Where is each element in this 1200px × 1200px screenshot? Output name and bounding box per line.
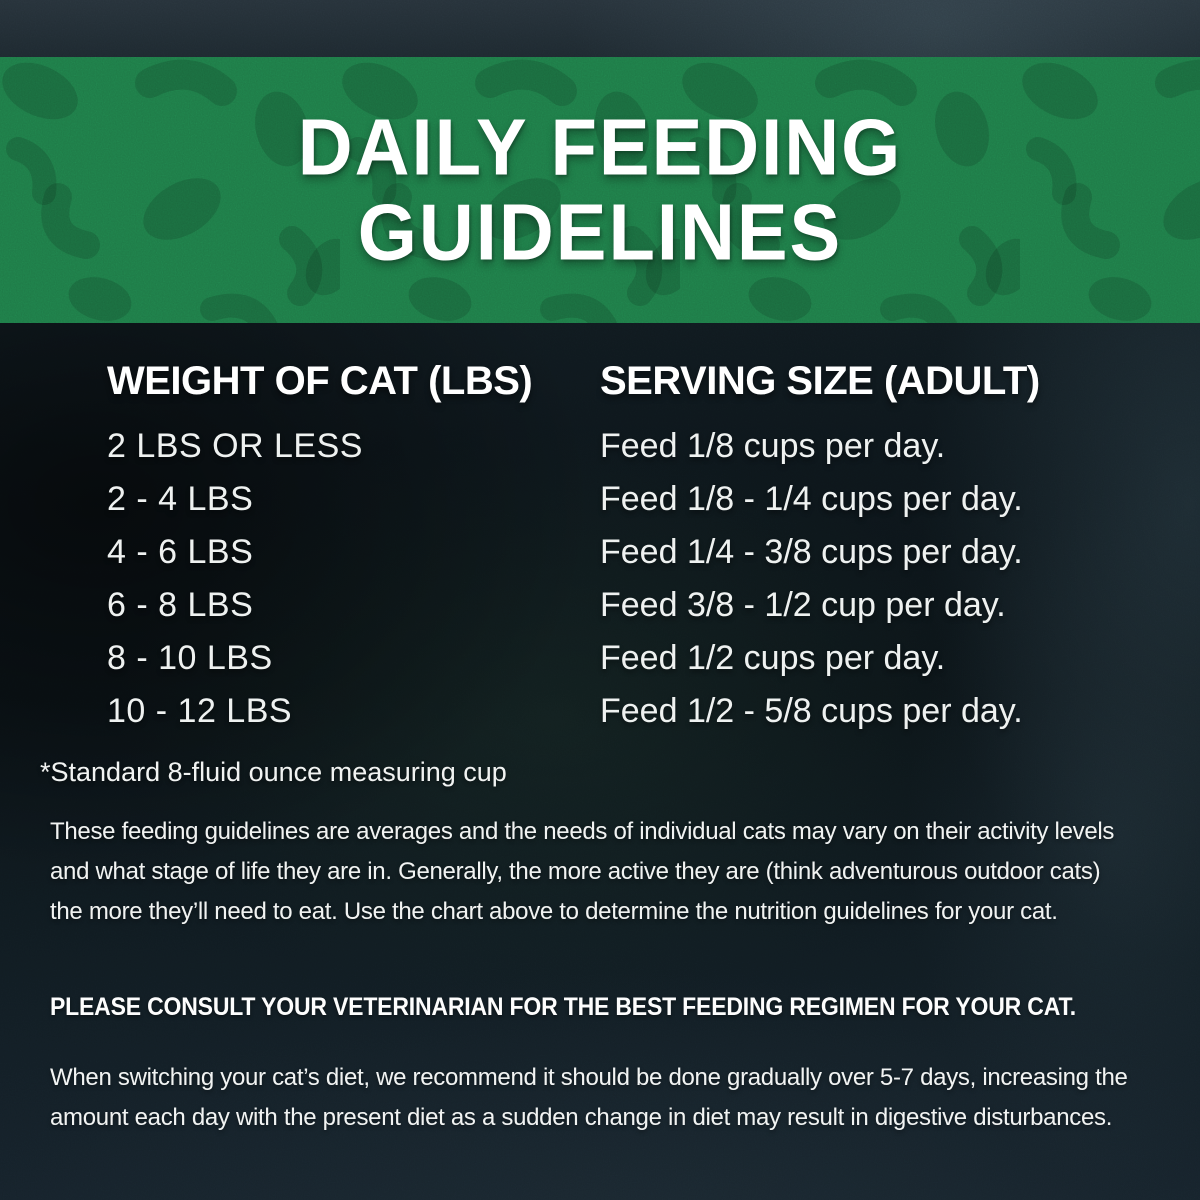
serving-cell: Feed 1/8 - 1/4 cups per day. [600, 480, 1023, 518]
vet-notice: PLEASE CONSULT YOUR VETERINARIAN FOR THE BEST FEEDING REGIMEN FOR YOUR CAT. [50, 993, 1076, 1021]
table-header-weight: WEIGHT OF CAT (LBS) [107, 359, 533, 403]
guidelines-paragraph: These feeding guidelines are averages and the needs of individual cats may vary on their activity levels and what stage of life they are in. Generally, the more active they are (think adventurous outdoor cats) the more they’ll need to eat. Use the chart above to determine the nutrition guidelines for your cat. [50, 818, 1115, 925]
diet-switch-paragraph: When switching your cat’s diet, we recommend it should be done gradually over 5-7 days, increasing the amount each day with the present diet as a sudden change in diet may result in digestive disturbances. [50, 1064, 1128, 1131]
table-header-row [107, 356, 1147, 406]
feeding-table [107, 356, 1147, 738]
serving-cell: Feed 1/4 - 3/8 cups per day. [600, 533, 1023, 571]
weight-cell: 2 LBS OR LESS [107, 427, 363, 465]
feeding-guidelines-banner [0, 57, 1200, 323]
table-row [107, 579, 1147, 632]
table-row [107, 632, 1147, 685]
serving-cell: Feed 1/2 cups per day. [600, 639, 946, 677]
table-row [107, 473, 1147, 526]
table-body [107, 420, 1147, 738]
weight-cell: 6 - 8 LBS [107, 586, 254, 624]
table-row [107, 685, 1147, 738]
weight-cell: 4 - 6 LBS [107, 533, 254, 571]
serving-cell: Feed 3/8 - 1/2 cup per day. [600, 586, 1006, 624]
weight-cell: 2 - 4 LBS [107, 480, 254, 518]
weight-cell: 10 - 12 LBS [107, 692, 293, 730]
banner-title-line1: DAILY FEEDING [297, 102, 903, 193]
measuring-cup-footnote: *Standard 8-fluid ounce measuring cup [40, 757, 507, 787]
table-header-serving: SERVING SIZE (ADULT) [600, 359, 1040, 403]
serving-cell: Feed 1/2 - 5/8 cups per day. [600, 692, 1023, 730]
banner-title-line2: GUIDELINES [357, 187, 843, 278]
table-row [107, 420, 1147, 473]
banner-title [0, 50, 1200, 329]
serving-cell: Feed 1/8 cups per day. [600, 427, 946, 465]
table-row [107, 526, 1147, 579]
weight-cell: 8 - 10 LBS [107, 639, 273, 677]
